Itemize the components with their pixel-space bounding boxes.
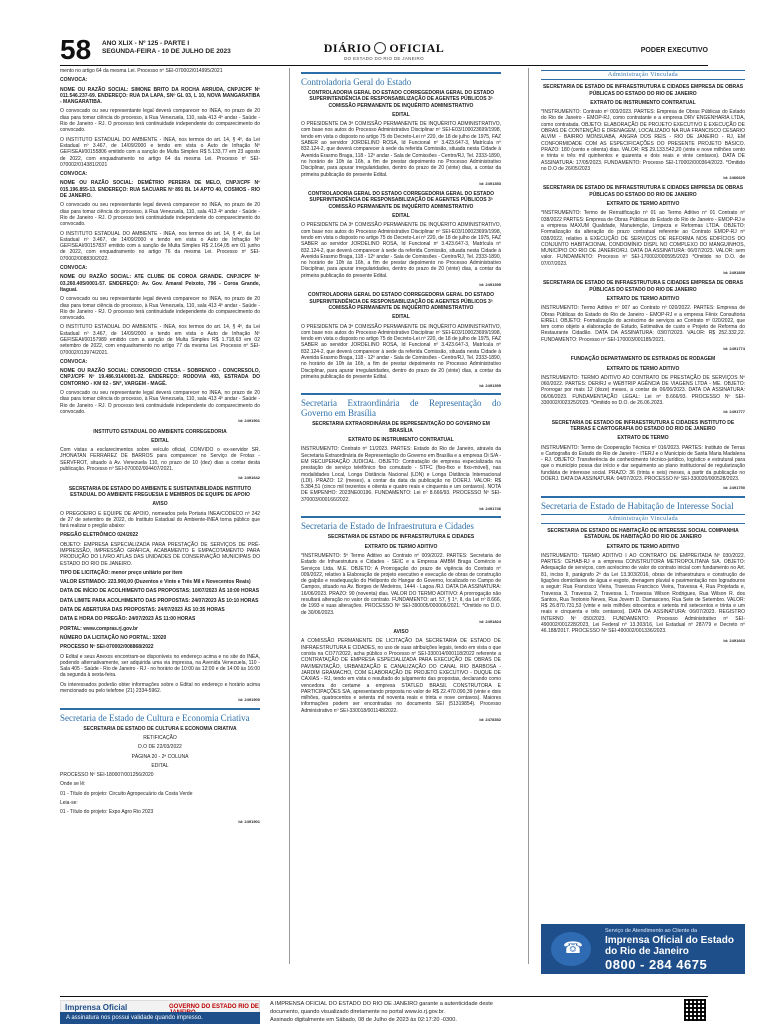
doc-id: Id: 2491642 [238,475,260,481]
administracao-band: Administração Vinculada [541,514,745,524]
convoca-label: CONVOCA: [60,265,88,272]
doc-id: Id: 2491353 [479,180,501,186]
paragraph: INSTRUMENTO: TERMO ADITIVO AO CONTRATO DE PRESTAÇÃO DE SERVIÇOS Nº 060/2022. PARTES: DER/RJ e WEBTRIP AGÊNCIA DE VIAGENS LTDA - ME. OBJETO: Prorrogar por mais 12 (doze) meses, a contar de 06/06/2023. DATA DA ASSINATURA: 06/06/2023. FUNDAMENTAÇÃO LEGAL: Lei nº 8.666/93. PROCESSO Nº SEI-330002/002325/2023. *Omitido no D.O. de 26.06.2023. [541,374,745,407]
doc-id: Id: 2491395 [479,282,501,288]
column-1 [60,68,260,829]
field: PORTAL: www.compras.rj.gov.br [60,625,138,632]
column-divider [528,68,529,964]
paragraph: INSTRUMENTO: Termo de Cooperação Técnica nº 016/2023. PARTES: Instituto de Terras e Cartografia do Estado do Rio de Janeiro - ITERJ e o Município de Santa Maria Madalena - RJ. OBJETO: Transferência de conhecimento técnico-jurídico, logístico e estrutural para que o município possa dar início e dar seguimento ao plano institucional de regularização fundiária de interesse social. PRAZO: 36 (trinta e seis) meses, a partir da publicação no DOERJ. DATA DA ASSINATURA: 04/07/2023. PROCESSO Nº SEI-330020/000528/2023. [541,444,745,483]
block-subheading: AVISO [393,629,409,636]
paragraph: O convocado ou seu representante legal deverá comparecer no INEA, no prazo de 20 dias para tomar ciência do processo, à Rua Venezuela, 110, sala 413 4º andar - Saúde - Rio de Janeiro - RJ. O processo terá continuidade independente do comparecimento do convocado. [60,202,260,228]
footer-authenticity [270,1000,690,1024]
block-heading: SECRETARIA DE ESTADO DO AMBIENTE E SUSTENTABILIDADE INSTITUTO ESTADUAL DO AMBIENTE FREGUESIA E MEMBROS DE EQUIPE DE APOIO [68,485,252,498]
convoca-label: CONVOCA: [60,171,88,178]
doc-id: Id: 2491901 [238,818,260,824]
field: PROCESSO Nº SEI-070002/008868/2022 [60,644,154,651]
doc-id: Id: 2491774 [723,345,745,351]
block-subheading: AVISO [152,501,168,508]
section-title: Controladoria Geral do Estado [301,72,501,87]
paragraph: O INSTITUTO ESTADUAL DO AMBIENTE - INEA, nos termos do art. 14, § 4º, da Lei Estadual nº 3.467, de 14/09/2000 e tendo em vista o Auto de Infração Nº GEFISEAI/00155806 emitido com a sanção de Multa Simples R$ 5.133,77 em 23 agosto de 2022, com enquadramento no artigo 64 da mesma Lei. Processo nº SEI-070002/014381/2021 [60,136,260,168]
paragraph: *INSTRUMENTO: Termo de Rerratificação nº 01 ao Termo Aditivo nº 01 Contrato nº 038/2022 PARTES: Empresa de Obras Públicas do Estado do Rio de Janeiro - EMOP-RJ e a empresa MAXUM Qualidade, Manutenção, Limpeza e Reformas LTDA. OBJETO: Formalização da alteração do prazo contratual referente ao Contrato EMOP-RJ nº 038/2022, relativo à EXECUÇÃO DE SERVIÇOS DE REFORMA NOS EDIFÍCIOS DO CONJUNTO HABITACIONAL CONDOMÍNIO DISPL NO COMPLEXO DO MANGUINHOS, MUNICÍPIO DO RIO DE JANEIRO/RJ. DATA DA ASSINATURA: 06/07/2023. VALOR: sem valor. FUNDAMENTO: Processo nº SEI-170002/000595/2023 *Omitido no D.O. de 07/07/2023. [541,210,745,267]
block-heading: INSTITUTO ESTADUAL DO AMBIENTE CORREGEDORIA [93,428,227,435]
block-heading: CONTROLADORIA GERAL DO ESTADO CORREGEDORIA GERAL DO ESTADO SUPERINTENDÊNCIA DE RESPONSABILIZAÇÃO DE AGENTES PÚBLICOS 3ª COMISSÃO PERMANENTE DE INQUÉRITO ADMINISTRATIVO [308,90,494,109]
pregao-number: PREGÃO ELETRÔNICO 024/2022 [60,532,139,539]
title-right: OFICIAL [389,41,445,55]
block-subheading: EDITAL [392,213,410,220]
block-heading: CONTROLADORIA GERAL DO ESTADO CORREGEDORIA GERAL DO ESTADO SUPERINTENDÊNCIA DE RESPONSABILIZAÇÃO DE AGENTES PÚBLICOS 3ª COMISSÃO PERMANENTE DE INQUÉRITO ADMINISTRATIVO [308,191,494,210]
block-subheading: EXTRATO DE TERMO ADITIVO [606,365,680,372]
paragraph: O convocado ou seu representante legal deverá comparecer no INEA, no prazo de 20 dias para tomar ciência do processo, à Rua Venezuela, 110, sala 413 4º andar - Saúde - Rio de Janeiro - RJ. O processo terá continuidade independente do comparecimento do convocado. [60,296,260,322]
crest-icon [374,42,386,54]
block-subheading: RETIFICAÇÃO [143,734,177,741]
footer-line: Assinado digitalmente em Sábado, 08 de Julho de 2023 às 02:17:20 -0300. [270,1017,457,1023]
block-heading: SECRETARIA DE ESTADO DE INFRAESTRUTURA E CIDADES EMPRESA DE OBRAS PÚBLICAS DO ESTADO DO RIO DE JANEIRO [542,280,744,293]
convoca-nome: NOME OU RAZÃO SOCIAL: SIMONE BRITO DA ROCHA ARRUDA, CNPJ/CPF Nº 011.546.237-69. ENDEREÇO: RUA DA LAPA, SNº GL 03, L 10, NOVA MANGARATIBA - MANGARATIBA. [60,86,260,106]
ad-line-1: Serviço de Atendimento ao Cliente da [605,928,698,934]
convoca-label: CONVOCA: [60,358,88,365]
qr-code-icon [684,999,706,1021]
section-title: Secretaria de Estado de Cultura e Economia Criativa [60,708,260,723]
convoca-nome: NOME OU RAZÃO SOCIAL: CONSORCIO CTESA - SOBRENCO - CONCRESOLO, CNPJ/CPF Nº 19.486.914/0001-32. ENDEREÇO: RODOVIA 493, ESTRADA DO CONTORNO - KM 02 - SN°, VARGEM - MAGÉ. [60,368,260,387]
paragraph: mento no artigo 64 da mesma Lei. Processo nº SEI-070002/014995/2021 [60,68,223,74]
block-subheading: EXTRATO DE TERMO [617,435,669,442]
paragraph: O PRESIDENTE DA 3ª COMISSÃO PERMANENTE DE INQUÉRITO ADMINISTRATIVO, com base nos autos do Processo Administrativo Disciplinar nº SEI-E03/100023699/1998, tendo em vista o disposto no artigo 75 do Decreto-Lei nº 220, de 18 de julho de 1975, FAZ SABER ao servidor JORDELINO ROSA, Id Funcional nº 3.423.647-3, Matrícula nº 832.124-2, que deverá comparecer à sede da referida Comissão, situada nesta Cidade à Avenida Erasmo Braga, 118 - 12º andar - Sala de Comissões - Centro/RJ, Tel. 2333-1890, no horário de 10h às 16h, a fim de prestar depoimento no Processo Administrativo Disciplinar, para apurar irregularidades, dentro do prazo de 20 (vinte) dias, a contar da primeira publicação do presente Edital. [301,222,502,279]
doc-id: Id: 2491900 [238,697,260,703]
paragraph: *INSTRUMENTO: Contrato nº 003/2023. PARTES: Empresa de Obras Públicas do Estado do Rio de Janeiro - EMOP-RJ, como contratante e a empresa DRV ENGENHARIA LTDA, como contratada. OBJETO: ELABORAÇÃO DE PROJETO EXECUTIVO E EXECUÇÃO DE OBRAS DE CONTENÇÃO E DRENAGEM, LOCALIZADO NA RUA FRANCISCO CESARIO ALVIM - BAIRRO MONSUABA, ANGRA DOS REIS - RIO DE JANEIRO - RJ, EM CONFORMIDADE COM AS ESPECIFICAÇÕES DO PRESENTE PROJETO BÁSICO. PRAZO: 180 (cento e oitenta) dias. VALOR: R$ 29.133.542,20 (vinte e nove milhões cento e trinta e três mil quinhentos e quarenta e dois reais e vinte centavos). DATA DE ASSINATURA: 17/05/2023. FUNDAMENTO: Processo SEI-170002/000364/2023. *Omitido no D.O de 26/05/2023 [541,109,745,172]
doc-id: Id: 2491824 [479,618,501,624]
paragraph: O PREGOEIRO E EQUIPE DE APOIO, nomeados pela Portaria INEA/CODECO nº 242 de 27 de setembro de 2022, do Instituto Estadual do Ambiente-INEA torna público que fará realizar o pregão abaixo: [60,510,260,530]
field: DATA E HORA DO PREGÃO: 24/07/2023 ÀS 11:00 HORAS [60,616,196,623]
convoca-label: CONVOCA: [60,77,88,84]
governo-logo: GOVERNO DO ESTADO RIO DE [169,1004,259,1010]
block-subheading: EDITAL [392,314,410,321]
field: DATA DE INÍCIO DE ACOLHIMENTO DAS PROPOSTAS: 10/07/2023 ÀS 10:00 HORAS [60,588,260,595]
column-2 [301,68,501,727]
paragraph: INSTRUMENTO: TERMO ADITIVO I AO CONTRATO DE EMPREITADA Nº 030/2022. PARTES: CEHAB-RJ e a empresa CONSTRUTORA METROPOLITANA S/A. OBJETO: Adequação de serviços, com acréscimo de valor do contrato inicial com fundamento no Art. 81, inciso II, parágrafo 2º da Lei 13.303/2016, obras de infraestrutura e construção de ligações domiciliares de água e esgoto, drenagem pluvial e pavimentação nos logradouros a seguir: Rua Francisco Vieira, Travessa Francisco Vieira, Travessa 4, Rua Projetada e, Travessa 3, Travessa 2, Travessa 1, Travessa Wilson Rodrigues, Rua Wilson R. dos Santos, Rua Teotonio Neves, Rua Jovem D. Damasceno, Rua Sete de Setembro. VALOR: R$ 26.870.731,53 (vinte e seis milhões oitocentos e setenta mil setecentos e trinta e um reais e cinquenta e três centavos). DATA DA ASSINATURA: 06/07/2023. REGISTRO INTERNO Nº 050/2023. FUNDAMENTO: Processo Administrativo nº SEI-490002/001228/2023, Lei Federal nº 13.303/16, Lei Estadual nº 287/79 e Decreto nº 46.188/2017. PROCESSO Nº SEI-490002/001336/2023. [541,552,745,635]
issue-line-1: ANO XLIX - Nº 125 - PARTE I [102,40,190,47]
block-heading: SECRETARIA DE ESTADO DE INFRAESTRUTURA E CIDADES EMPRESA DE OBRAS PÚBLICAS DO ESTADO DO RIO DE JANEIRO [542,185,744,198]
block-subheading: EDITAL [151,437,169,444]
doc-id: Id: 2491777 [723,409,745,415]
section-title: Secretaria de Estado de Infraestrutura e Cidades [301,516,501,531]
paragraph: OBJETO: EMPRESA ESPECIALIZADA PARA PRESTAÇÃO DE SERVIÇOS DE PRÉ-IMPRESSÃO, IMPRESSÃO GRÁFICA, ACABAMENTO E EMPACOTAMENTO PARA PRODUÇÃO DO LIVRO ATLAS DAS UNIDADES DE CONSERVAÇÃO MUNICIPAIS DO ESTADO DO RIO DE JANEIRO. [60,541,260,567]
customer-service-ad[interactable] [541,924,745,974]
doc-id: Id: 2491901 [238,418,260,424]
paragraph: O convocado ou seu representante legal deverá comparecer no INEA, no prazo de 20 dias para tomar ciência do processo, à Rua Venezuela, 110, sala 413 4º andar - Saúde - Rio de Janeiro - RJ. O processo terá continuidade independente do comparecimento do convocado. [60,390,260,415]
doc-id: Id: 2478352 [479,717,501,723]
doc-id: Id: 2491839 [723,270,745,276]
doc-id: Id: 2491746 [479,506,501,512]
paragraph: INSTRUMENTO: Termo Aditivo nº 007 ao Contrato nº 020/2022. PARTES: Empresa de Obras Públicas do Estado do Rio de Janeiro - EMOP-RJ e a empresa Fênix Consultoria EIRELI. OBJETO: Formalização do acréscimo de serviços ao Contrato nº 020/2022, que tem como objeto a elaboração de Estudo, Estimativa de custo e Projeto de Reforma do Restaurante Cidadão. DATA DA ASSINATURA: 03/07/2023. VALOR: R$ 252.332,22. FUNDAMENTO: Processo nº SEI-170003/001185/2021. [541,305,745,343]
paragraph: 01 - Título do projeto: Circuito Agropecuário da Costa Verde [60,790,193,797]
block-heading: SECRETARIA EXTRAORDINÁRIA DE REPRESENTAÇÃO DO GOVERNO EM BRASÍLIA [312,421,490,434]
paragraph: O INSTITUTO ESTADUAL DO AMBIENTE - INEA, nos termos do art. 14, § 4º, da Lei Estadual nº 3.467, de 14/09/2000 e tendo em vista o Auto de Infração Nº GEFISEAI/00157989 emitido com a sanção de Multa Simples R$ 1.718,63 em 02 setembro de 2022, com enquadramento no artigo 77 da mesma Lei. Processo nº SEI-070002/013974/2021. [60,324,260,356]
block-subheading: EXTRATO DE TERMO ADITIVO [606,295,680,302]
doc-id: Id: 2491750 [723,485,745,491]
field: DATA LIMITE PARA ACOLHIMENTO DAS PROPOSTAS: 24/07/2023 ÀS 10:10 HORAS [60,597,259,604]
administracao-band: Administração Vinculada [541,70,745,80]
doc-id: Id: 2491663 [723,637,745,643]
paragraph: Os interessados poderão obter informações sobre o Edital no endereço e horário acima mencionado ou pelo telefone (21) 2334-5962. [60,681,260,695]
convoca-nome: NOME OU RAZÃO SOCIAL: DEMÉTRIO PEREIRA DE MELO, CNPJ/CPF Nº 015.196.855-13. ENDEREÇO: RUA SACUARE Nº 891 BL 14 APTO 40, COSMOS - RIO DE JANEIRO. [60,180,260,200]
page-number: 58 [60,34,92,65]
paragraph: O INSTITUTO ESTADUAL DO AMBIENTE - INEA, nos termos do art. 14, § 4º, da Lei Estadual nº 3.467, de 14/09/2000 e tendo em vista o Auto de Infração Nº GEFISEAI/00157837 emitido com a sanção de Multa Simples R$ 2.164,05 em 01 junho de 2022, com enquadramento no artigo 76 da mesma Lei. Processo nº SEI-070002/008830/2022. [60,230,260,262]
paragraph: O Edital e seus Anexos encontram-se disponíveis no endereço acima e no site do INEA, podendo alternativamente, ser adquirida uma via impressa, na Avenida Venezuela, 110 - Sala 405 - Saúde - Rio de Janeiro - RJ - no horário de 10:00 às 12:00 e de 14:00 às 16:00 da segunda à sexta-feira. [60,653,260,679]
block-subheading: EXTRATO DE TERMO ADITIVO [606,543,680,550]
block-heading: SECRETARIA DE ESTADO DE CULTURA E ECONOMIA CRIATIVA [83,725,237,732]
block-subheading: EXTRATO DE TERMO ADITIVO [606,201,680,208]
footer-line: documento, quando visualizado diretamente no portal www.io.rj.gov.br. [270,1009,445,1015]
ad-line-2: Imprensa Oficial do Estado do Rio de Janeiro [605,935,734,957]
masthead-rule [60,65,708,66]
block-heading: SECRETARIA DE ESTADO DE INFRAESTRUTURA E CIDADES EMPRESA DE OBRAS PÚBLICAS DO ESTADO DO RIO DE JANEIRO [542,84,744,97]
title-left: DIÁRIO [323,41,372,55]
footer-line: A IMPRENSA OFICIAL DO ESTADO DO RIO DE JANEIRO garante a autenticidade deste [270,1001,493,1007]
doc-id: Id: 2491399 [479,383,501,389]
convoca-nome: NOME OU RAZÃO SOCIAL: ATE CLUBE DE COROA GRANDE. CNPJ/CPF Nº 03.260.405/0001-57. ENDEREÇO: Av. Gov. Amaral Peixoto, 796 - Coroa Grande, Itaguaí. [60,274,260,293]
section-title: Secretaria de Estado de Habitação de Interesse Social [541,496,745,511]
block-heading: CONTROLADORIA GERAL DO ESTADO CORREGEDORIA GERAL DO ESTADO SUPERINTENDÊNCIA DE RESPONSABILIZAÇÃO DE AGENTES PÚBLICOS 3ª COMISSÃO PERMANENTE DE INQUÉRITO ADMINISTRATIVO [308,292,494,311]
issue-line-2: SEGUNDA-FEIRA - 10 DE JULHO DE 2023 [102,48,231,55]
field: NÚMERO DA LICITAÇÃO NO PORTAL: 32020 [60,634,167,641]
footer-tagline: A assinatura nos possui validade quando impresso. [60,1012,260,1024]
doc-id: Id: 2466625 [723,175,745,181]
column-3 [541,68,745,648]
block-subheading: EXTRATO DE INSTRUMENTO CONTRATUAL [590,99,696,106]
paragraph: O PRESIDENTE DA 3ª COMISSÃO PERMANENTE DE INQUÉRITO ADMINISTRATIVO, com base nos autos do Processo Administrativo Disciplinar nº SEI-E03/100023699/1998, tendo em vista o disposto no artigo 75 do Decreto-Lei nº 220, de 18 de julho de 1975, FAZ SABER ao servidor JORDELINO ROSA, Id Funcional nº 3.423.647-3, Matrícula nº 832.124-2, que deverá comparecer à sede da referida Comissão, situada nesta Cidade à Avenida Erasmo Braga, 118 - 12º andar - Sala de Comissões - Centro/RJ, Tel. 2333-1890, no horário de 10h às 16h, a fim de prestar depoimento no Processo Administrativo Disciplinar, para apurar irregularidades, dentro do prazo de 20 (vinte) dias, a contar da primeira publicação do presente Edital. [301,121,502,178]
ad-phone-number[interactable]: 0800 - 284 4675 [605,957,708,972]
newspaper-subtitle: DO ESTADO DO RIO DE JANEIRO [344,56,424,61]
phone-icon: ☎ [563,940,583,957]
field: DATA DE ABERTURA DAS PROPOSTAS: 24/07/2023 ÀS 10:35 HORAS [60,607,225,614]
block-subheading: EXTRATO DE INSTRUMENTO CONTRATUAL [348,437,454,444]
paragraph: A COMISSÃO PERMANENTE DE LICITAÇÃO DA SECRETARIA DE ESTADO DE INFRAESTRUTURA E CIDADES, no uso de suas atribuições legais, tendo em vista o que consta na CO77/2022, acha público o Processo nº SEI-330014/000118/2022 referente a CONTRATAÇÃO DE EMPRESA ESPECIALIZADA PARA EXECUÇÃO DE OBRAS DE PAVIMENTAÇÃO, URBANIZAÇÃO E CANALIZAÇÃO DO CANAL RIO BARBOSA - JARDIM GRAMACHO, COM ELABORAÇÃO DE PROJETO EXECUTIVO - DUQUE DE CAXIAS - RJ, tendo em vista o resultado do julgamento das propostas, declarando como vencedora do certame a empresa STATLED BRASIL CONSTRUTORA E PARTICIPAÇÕES S/A, apresentando proposta no valor de R$ 22.470.090,39 (vinte e dois milhões, quatrocentos e setenta mil noventa reais e trinta e nove centavos). Maiores informações podem ser encontradas no documento SEI (51319854). Processo Administrativo nº SEI-330018/001148/2022. [301,638,501,714]
column-divider [289,68,290,964]
section-title: Secretaria Extraordinária de Representação do Governo em Brasília [301,393,501,418]
paragraph: O convocado ou seu representante legal deverá comparecer no INEA, no prazo de 20 dias para tomar ciência do processo, à Rua Venezuela, 110, sala 413 4º andar - Saúde - Rio de Janeiro - RJ. O processo terá continuidade independente do comparecimento do convocado. [60,108,260,134]
paragraph: Com vistas a esclarecimentos sobre veículo oficial, CONVIDO o ex-servidor SR. JHONATAN FERRAREZ DE BARROS para comparecer no Serviço de Frotas - SERVFROT, situado à Av. Venezuela 110, no prazo de 10 (dez) dias a contar desta publicação. Processo nº SEI-070002/004407/2021. [60,447,260,473]
block-subheading: PÁGINA 20 - 2ª COLUNA [131,753,189,760]
section-poder: PODER EXECUTIVO [640,47,708,54]
footer-rule [60,996,708,997]
block-subheading: EXTRATO DE TERMO ADITIVO [364,543,438,550]
paragraph: 01 - Título do projeto: Expo Agro Rio 2023 [60,809,154,816]
paragraph: Onde se lê: [60,781,86,788]
block-subheading: EDITAL [151,762,169,769]
paragraph: *INSTRUMENTO: 5º Termo Aditivo ao Contrato nº 009/2022. PARTES: Secretaria de Estado de Infraestrutura e Cidades - SEIC e a Empresa AMBM Braga Comércio e Serviços Ltda. M.E. OBJETO: A Prorrogação do prazo de vigência do Contrato nº 009/2022, relativo à Elaboração de projeto executivo e execução de obras de construção de galpão e readequação do Heliponto do Hangar do Governo, localizado no Campo de Campos, situado na Av. Borges de Medeiros, 1444 - Lagoa /RJ. DATA DA ASSINATURA: 16/06/2023. PRAZO: 90 (noventa) dias. VALOR DO TERMO ADITIVO: A prorrogação não resultará alteração no valor do contrato. FUNDAMENTO: art. 57, § 1º, II, da Lei nº 8.666, de 1993 e suas alterações. PROCESSO Nº SEI-390005/000006/2021. *Omitido no D.O. de 30/06/2023. [301,552,501,616]
paragraph: INSTRUMENTO: Contrato nº 11/2023. PARTES: Estado do Rio de Janeiro, através da Secretaria Extraordinária de Representação do Governo em Brasília e a empresa Oi S/A - EM RECUPERAÇÃO JUDICIAL. OBJETO: Contratação de empresa especializada na prestação de serviço telefônico fixo comutado - STFC (fixo-fixo e fixo-móvel), nas modalidades Local, Longa Distância Nacional (LDN) e Longa Distância Internacional (LDI). PRAZO: 12 (meses), a contar da data da publicação no DOERJ. VALOR: R$ 5.384,51 (cinco mil trezentos e oitenta e quatro reais e cinquenta e um centavos). NOTA DE EMPENHO: 2023NE00196. FUNDAMENTO: Lei nº 8.666/93. PROCESSO Nº SEI-370003/000166/2022. [301,446,501,503]
field: TIPO DE LICITAÇÃO: menor preço unitário por item [60,569,183,576]
block-subheading: EDITAL [392,111,410,118]
block-heading: SECRETARIA DE ESTADO DE INFRAESTRUTURA E CIDADES [327,534,475,541]
block-heading: FUNDAÇÃO DEPARTAMENTO DE ESTRADAS DE RODAGEM [570,356,716,363]
block-heading: SECRETARIA DE ESTADO DE HABITAÇÃO DE INTERESSE SOCIAL COMPANHIA ESTADUAL DE HABITAÇÃO DO RIO DE JANEIRO [547,527,739,541]
field: VALOR ESTIMADO: 223.900,00 (Duzentos e Vinte e Três Mil e Novecentos Reais) [60,579,251,586]
block-subheading: D.O DE 22/03/2022 [138,744,182,751]
paragraph: Leia-se: [60,800,78,807]
paragraph: PROCESSO Nº SEI-180007/001256/2020 [60,772,154,779]
imprensa-oficial-logo: Imprensa Oficial [65,1003,128,1012]
block-heading: SECRETARIA DE ESTADO DE INFRAESTRUTURA E CIDADES INSTITUTO DE TERRAS E CARTOGRAFIA DO ESTADO DO RIO DE JANEIRO [551,419,735,432]
paragraph: O PRESIDENTE DA 3ª COMISSÃO PERMANENTE DE INQUÉRITO ADMINISTRATIVO, com base nos autos do Processo Administrativo Disciplinar nº SEI-E03/100023699/1998, tendo em vista o disposto no artigo 75 do Decreto-Lei nº 220, de 18 de julho de 1975, FAZ SABER ao servidor JORDELINO ROSA, Id Funcional nº 3.423.647-3, Matrícula nº 832.124-2, que deverá comparecer à sede da referida Comissão, situada nesta Cidade à Avenida Erasmo Braga, 118 - 12º andar - Sala de Comissões - Centro/RJ, Tel. 2333-1890, no horário de 10h às 16h, a fim de prestar depoimento no Processo Administrativo Disciplinar, para apurar irregularidades, dentro do prazo de 20 (vinte) dias, a contar da primeira publicação do presente Edital. [301,323,502,380]
